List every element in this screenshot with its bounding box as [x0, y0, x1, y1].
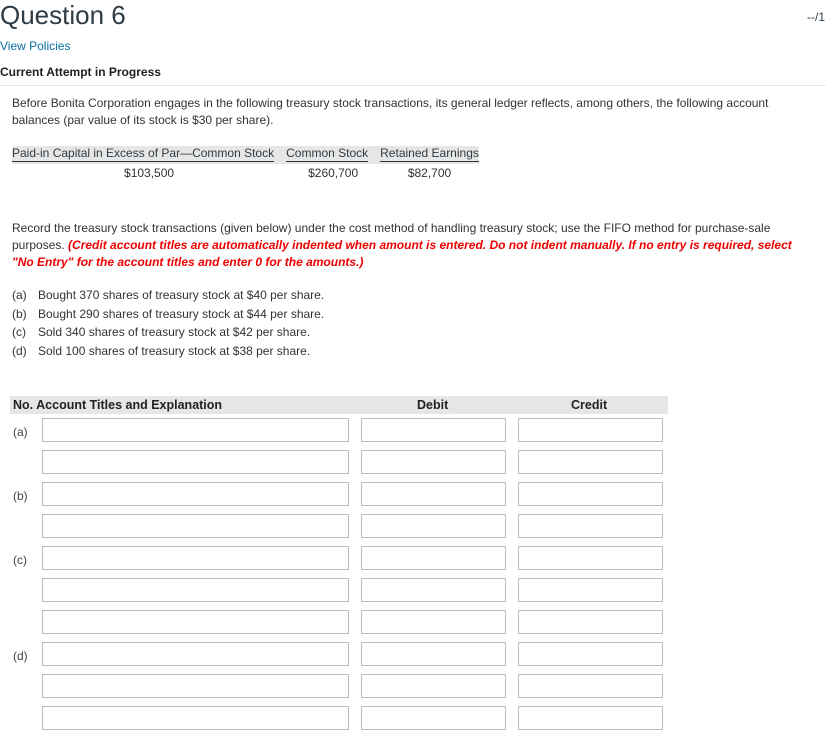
- entry-label: (c): [13, 553, 27, 567]
- balance-header: Common Stock: [286, 146, 369, 160]
- balances-table: [12, 146, 479, 181]
- question-title: Question 6: [0, 0, 126, 30]
- view-policies-link[interactable]: View Policies: [0, 39, 71, 53]
- account-title-input[interactable]: [42, 482, 349, 506]
- account-title-input[interactable]: [42, 546, 349, 570]
- debit-input[interactable]: [361, 450, 506, 474]
- attempt-status: Current Attempt in Progress: [0, 65, 161, 79]
- transaction-text: Bought 370 shares of treasury stock at $40 per share.: [38, 288, 325, 302]
- debit-input[interactable]: [361, 482, 506, 506]
- debit-input[interactable]: [361, 418, 506, 442]
- journal-header: [10, 396, 668, 414]
- credit-input[interactable]: [518, 450, 663, 474]
- account-title-input[interactable]: [42, 418, 349, 442]
- transaction-label: (d): [12, 343, 27, 358]
- transaction-label: (a): [12, 288, 27, 302]
- transactions-list: [12, 288, 324, 362]
- credit-input[interactable]: [518, 418, 663, 442]
- balance-value: $82,700: [407, 166, 452, 180]
- transaction-item: [12, 325, 324, 344]
- transaction-text: Sold 340 shares of treasury stock at $42 per share.: [38, 325, 311, 339]
- instructions: [12, 220, 812, 271]
- debit-input[interactable]: [361, 610, 506, 634]
- transaction-item: [12, 344, 324, 363]
- credit-input[interactable]: [518, 546, 663, 570]
- balance-value: $260,700: [308, 166, 359, 180]
- entry-label: (a): [13, 425, 28, 439]
- credit-header: Credit: [571, 398, 608, 412]
- transaction-text: Sold 100 shares of treasury stock at $38 per share.: [38, 343, 311, 358]
- credit-input[interactable]: [518, 706, 663, 730]
- account-titles-header: No. Account Titles and Explanation: [13, 398, 223, 412]
- balance-header: Retained Earnings: [380, 146, 479, 160]
- credit-input[interactable]: [518, 610, 663, 634]
- debit-header: Debit: [417, 398, 449, 412]
- debit-input[interactable]: [361, 514, 506, 538]
- score: --/1: [807, 10, 825, 24]
- instructions-note: (Credit account titles are automatically indented when amount is entered. Do not indent manually. If no entry is required, select "No Entry" for the account titles and enter 0 for the amounts.): [12, 238, 792, 269]
- account-title-input[interactable]: [42, 706, 349, 730]
- intro-text: Before Bonita Corporation engages in the following treasury stock transactions, its general ledger reflects, among others, the following account balances (par value of its stock is $30 per share).: [12, 96, 769, 127]
- account-title-input[interactable]: [42, 674, 349, 698]
- credit-input[interactable]: [518, 482, 663, 506]
- transaction-text: Bought 290 shares of treasury stock at $44 per share.: [38, 306, 325, 321]
- balance-value: $103,500: [124, 166, 175, 180]
- debit-input[interactable]: [361, 546, 506, 570]
- transaction-item: [12, 307, 324, 326]
- entry-label: (d): [13, 649, 28, 663]
- transaction-item: [12, 288, 324, 307]
- debit-input[interactable]: [361, 642, 506, 666]
- credit-input[interactable]: [518, 674, 663, 698]
- account-title-input[interactable]: [42, 642, 349, 666]
- account-title-input[interactable]: [42, 578, 349, 602]
- credit-input[interactable]: [518, 578, 663, 602]
- transaction-label: (c): [12, 325, 26, 339]
- account-title-input[interactable]: [42, 610, 349, 634]
- divider: [0, 85, 826, 86]
- account-title-input[interactable]: [42, 514, 349, 538]
- balance-header: Paid-in Capital in Excess of Par—Common Stock: [12, 146, 275, 160]
- entry-label: (b): [13, 489, 28, 503]
- instructions-text: Record the treasury stock transactions (given below) under the cost method of handling treasury stock; use the FIFO method for purchase-sale purposes.: [12, 221, 771, 252]
- debit-input[interactable]: [361, 706, 506, 730]
- credit-input[interactable]: [518, 642, 663, 666]
- debit-input[interactable]: [361, 578, 506, 602]
- debit-input[interactable]: [361, 674, 506, 698]
- credit-input[interactable]: [518, 514, 663, 538]
- transaction-label: (b): [12, 306, 27, 321]
- account-title-input[interactable]: [42, 450, 349, 474]
